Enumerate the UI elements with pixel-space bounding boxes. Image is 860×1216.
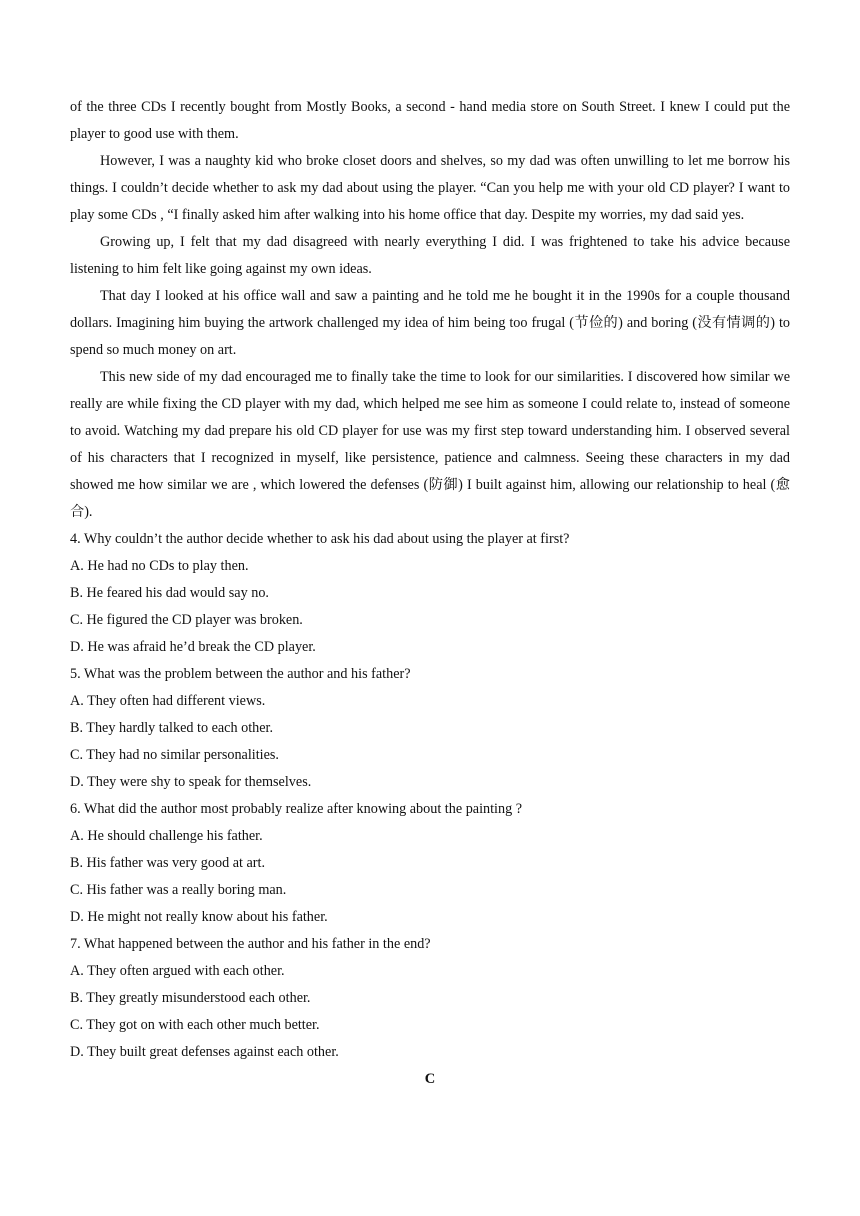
answer-option-d: D. They were shy to speak for themselves. (70, 774, 312, 790)
question-stem: 7. What happened between the author and his father in the end? (70, 936, 431, 952)
answer-option-d: D. They built great defenses against each other. (70, 1044, 339, 1060)
answer-option-d: D. He might not really know about his father. (70, 909, 328, 925)
question-5 (70, 661, 790, 796)
question-list (70, 526, 790, 1066)
passage-paragraph-2: However, I was a naughty kid who broke closet doors and shelves, so my dad was often unwilling to let me borrow his things. I couldn’t decide whether to ask my dad about using the player. “Can you help me with your old CD player? I want to play some CDs , “I finally asked him after walking into his home office that day. Despite my worries, my dad said yes. (70, 153, 790, 223)
question-7 (70, 931, 790, 1066)
question-stem: 4. Why couldn’t the author decide whether to ask his dad about using the player at first? (70, 531, 570, 547)
answer-option-c: C. His father was a really boring man. (70, 882, 287, 898)
question-6 (70, 796, 790, 931)
answer-option-c: C. He figured the CD player was broken. (70, 612, 303, 628)
answer-option-b: B. His father was very good at art. (70, 855, 266, 871)
answer-option-d: D. He was afraid he’d break the CD player. (70, 639, 316, 655)
answer-option-a: A. He should challenge his father. (70, 828, 263, 844)
answer-option-c: C. They got on with each other much better. (70, 1017, 320, 1033)
document-page (70, 94, 790, 1093)
answer-option-b: B. They greatly misunderstood each other. (70, 990, 311, 1006)
question-4 (70, 526, 790, 661)
answer-option-c: C. They had no similar personalities. (70, 747, 279, 763)
reading-passage (70, 94, 790, 526)
answer-option-a: A. He had no CDs to play then. (70, 558, 249, 574)
answer-option-a: A. They often had different views. (70, 693, 266, 709)
passage-paragraph-4: That day I looked at his office wall and saw a painting and he told me he bought it in the 1990s for a couple thousand dollars. Imagining him buying the artwork challenged my idea of him being too frugal (节俭的) and boring (没有情调的) to spend so much money on art. (70, 288, 790, 358)
answer-option-b: B. They hardly talked to each other. (70, 720, 274, 736)
passage-paragraph-1: of the three CDs I recently bought from Mostly Books, a second - hand media store on South Street. I knew I could put the player to good use with them. (70, 99, 790, 142)
passage-paragraph-3: Growing up, I felt that my dad disagreed with nearly everything I did. I was frightened to take his advice because listening to him felt like going against my own ideas. (70, 234, 790, 277)
answer-option-a: A. They often argued with each other. (70, 963, 285, 979)
question-stem: 6. What did the author most probably realize after knowing about the painting ? (70, 801, 523, 817)
question-stem: 5. What was the problem between the author and his father? (70, 666, 411, 682)
answer-option-b: B. He feared his dad would say no. (70, 585, 269, 601)
passage-paragraph-5: This new side of my dad encouraged me to finally take the time to look for our similarities. I discovered how similar we really are while fixing the CD player with my dad, which helped me see him as someone I could relate to, instead of someone to avoid. Watching my dad prepare his old CD player for use was my first step toward understanding him. I observed several of his characters that I recognized in myself, like persistence, patience and calmness. Seeing these characters in my dad showed me how similar we are , which lowered the defenses (防御) I built against him, allowing our relationship to heal (愈合). (70, 369, 790, 520)
section-heading-c: C (424, 1071, 436, 1087)
